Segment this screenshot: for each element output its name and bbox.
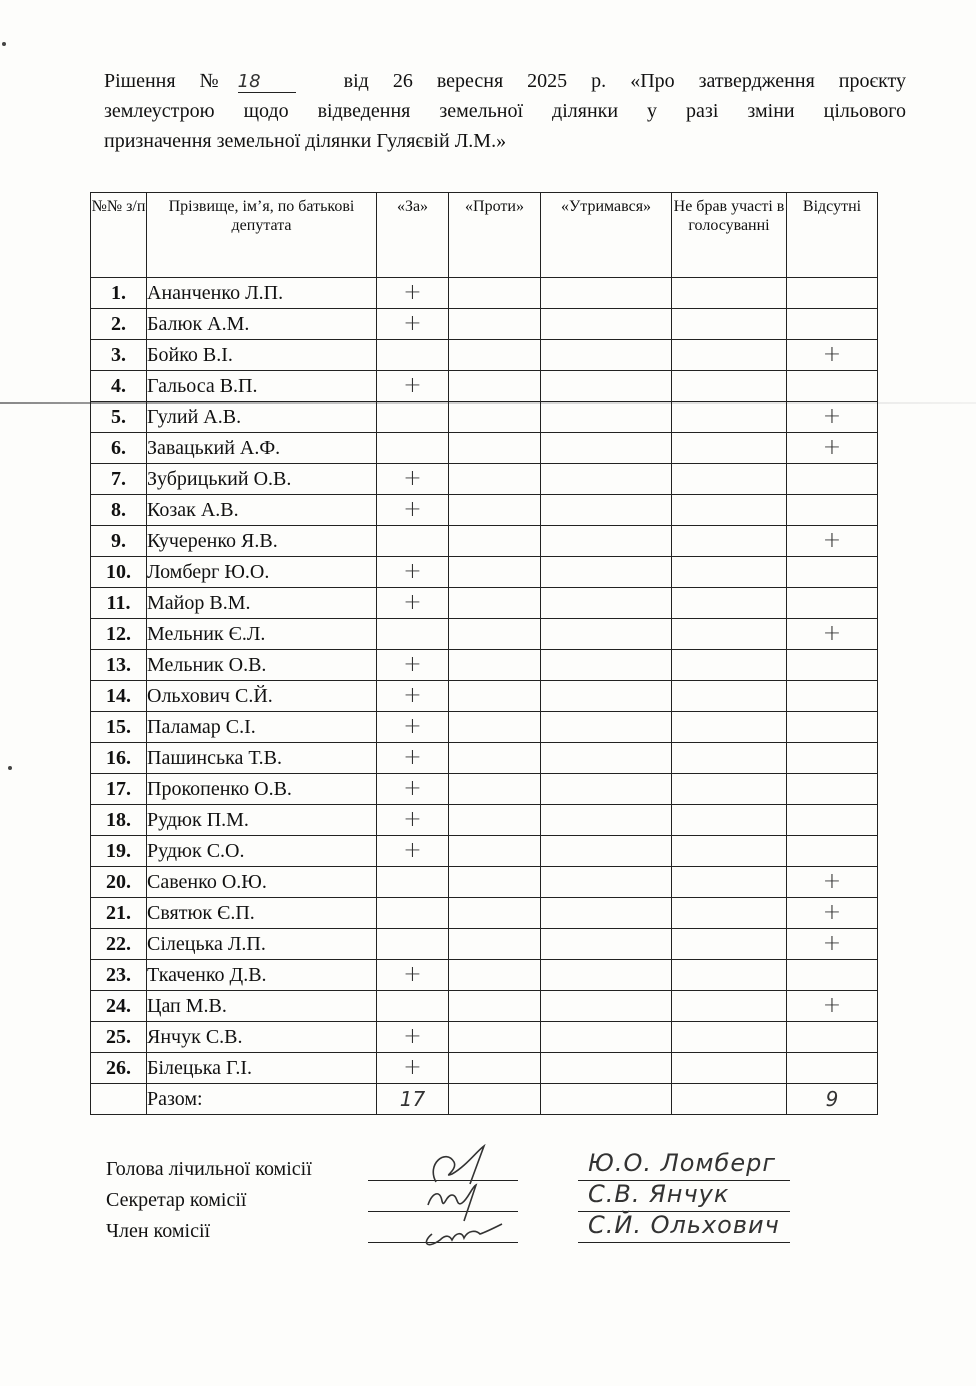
deputy-name: Мельник О.В.: [147, 650, 377, 681]
row-number: 7.: [91, 464, 147, 495]
row-number: 23.: [91, 960, 147, 991]
table-row: [91, 1022, 878, 1053]
cell-abstain: [541, 1053, 672, 1084]
cell-abstain: [541, 495, 672, 526]
cell-absent: [787, 557, 878, 588]
cell-abstain: [541, 929, 672, 960]
cell-not-voted: [672, 464, 787, 495]
header-abstain: «Утримався»: [541, 193, 672, 278]
vote-mark: +: [403, 589, 422, 615]
cell-against: [449, 929, 541, 960]
row-number: 19.: [91, 836, 147, 867]
printed-name-secretary: С.В. Янчук: [588, 1180, 730, 1208]
cell-for: [377, 681, 449, 712]
role-member: Член комісії: [106, 1220, 211, 1242]
deputy-name: Святюк Є.П.: [147, 898, 377, 929]
cell-not-voted: [672, 1053, 787, 1084]
cell-not-voted: [672, 650, 787, 681]
cell-absent: [787, 278, 878, 309]
vote-mark: +: [822, 992, 842, 1018]
cell-absent: [787, 929, 878, 960]
row-number: 3.: [91, 340, 147, 371]
decision-number: 18: [238, 72, 296, 93]
cell-not-voted: [672, 619, 787, 650]
total-for: 17: [377, 1084, 449, 1115]
cell-absent: [787, 743, 878, 774]
row-number: 13.: [91, 650, 147, 681]
decision-title: [104, 66, 906, 156]
cell-against: [449, 402, 541, 433]
cell-absent: [787, 588, 878, 619]
row-number: 22.: [91, 929, 147, 960]
deputy-name: Янчук С.В.: [147, 1022, 377, 1053]
signature-line: [578, 1242, 790, 1243]
cell-for: [377, 774, 449, 805]
cell-abstain: [541, 836, 672, 867]
vote-mark: +: [403, 372, 422, 398]
cell-against: [449, 836, 541, 867]
cell-abstain: [541, 371, 672, 402]
cell-abstain: [541, 898, 672, 929]
cell-for: [377, 743, 449, 774]
vote-mark: +: [403, 310, 422, 336]
cell-absent: [787, 960, 878, 991]
row-number: 4.: [91, 371, 147, 402]
table-row: [91, 557, 878, 588]
cell-absent: [787, 495, 878, 526]
table-row: [91, 836, 878, 867]
deputy-name: Майор В.М.: [147, 588, 377, 619]
cell-against: [449, 433, 541, 464]
cell-for: [377, 1022, 449, 1053]
cell-abstain: [541, 526, 672, 557]
deputy-name: Сілецька Л.П.: [147, 929, 377, 960]
table-row: [91, 278, 878, 309]
deputy-name: Рудюк С.О.: [147, 836, 377, 867]
cell-abstain: [541, 681, 672, 712]
deputy-name: Пашинська Т.В.: [147, 743, 377, 774]
cell-not-voted: [672, 836, 787, 867]
vote-mark: +: [403, 806, 422, 832]
cell-against: [449, 1022, 541, 1053]
deputy-name: Гулий А.В.: [147, 402, 377, 433]
voting-table: [90, 192, 878, 1115]
vote-mark: +: [822, 434, 842, 460]
vote-mark: +: [403, 713, 422, 739]
cell-not-voted: [672, 774, 787, 805]
cell-for: [377, 805, 449, 836]
cell-for: [377, 433, 449, 464]
cell-not-voted: [672, 402, 787, 433]
cell-against: [449, 712, 541, 743]
deputy-name: Гальоса В.П.: [147, 371, 377, 402]
table-row: [91, 340, 878, 371]
vote-mark: +: [403, 961, 422, 987]
cell-for: [377, 619, 449, 650]
header-against: «Проти»: [449, 193, 541, 278]
cell-for: [377, 588, 449, 619]
cell-not-voted: [672, 588, 787, 619]
cell-against: [449, 681, 541, 712]
cell-not-voted: [672, 743, 787, 774]
cell-not-voted: [672, 960, 787, 991]
cell-for: [377, 309, 449, 340]
vote-mark: +: [403, 465, 422, 491]
cell-abstain: [541, 991, 672, 1022]
table-row: [91, 898, 878, 929]
cell-for: [377, 650, 449, 681]
row-number: 2.: [91, 309, 147, 340]
row-number: 16.: [91, 743, 147, 774]
title-line-1: Рішення №18 від 26 вересня 2025 р. «Про затвердження проєкту: [104, 70, 906, 92]
cell-absent: [787, 712, 878, 743]
vote-mark: +: [822, 899, 842, 925]
cell-for: [377, 712, 449, 743]
cell-abstain: [541, 402, 672, 433]
deputy-name: Рудюк П.М.: [147, 805, 377, 836]
cell-abstain: [541, 278, 672, 309]
cell-absent: [787, 1022, 878, 1053]
row-number: 21.: [91, 898, 147, 929]
cell-not-voted: [672, 805, 787, 836]
cell-absent: [787, 464, 878, 495]
cell-absent: [787, 402, 878, 433]
cell-for: [377, 278, 449, 309]
role-secretary: Секретар комісії: [106, 1189, 247, 1211]
cell-abstain: [541, 309, 672, 340]
deputy-name: Кучеренко Я.В.: [147, 526, 377, 557]
cell-not-voted: [672, 526, 787, 557]
row-number: 5.: [91, 402, 147, 433]
deputy-name: Мельник Є.Л.: [147, 619, 377, 650]
deputy-name: Бойко В.І.: [147, 340, 377, 371]
cell-abstain: [541, 960, 672, 991]
cell-abstain: [541, 867, 672, 898]
row-number: 18.: [91, 805, 147, 836]
cell-abstain: [541, 805, 672, 836]
cell-absent: [787, 371, 878, 402]
deputy-name: Ткаченко Д.В.: [147, 960, 377, 991]
cell-against: [449, 526, 541, 557]
cell-against: [449, 371, 541, 402]
row-number: 26.: [91, 1053, 147, 1084]
row-number: 15.: [91, 712, 147, 743]
deputy-name: Балюк А.М.: [147, 309, 377, 340]
cell-against: [449, 650, 541, 681]
role-chair: Голова лічильної комісії: [106, 1158, 312, 1180]
table-row: [91, 619, 878, 650]
table-row: [91, 588, 878, 619]
total-against: [449, 1084, 541, 1115]
total-abstain: [541, 1084, 672, 1115]
cell-absent: [787, 898, 878, 929]
row-number: 20.: [91, 867, 147, 898]
deputy-name: Козак А.В.: [147, 495, 377, 526]
table-row: [91, 371, 878, 402]
cell-abstain: [541, 557, 672, 588]
vote-mark: +: [403, 744, 422, 770]
total-label: Разом:: [147, 1084, 377, 1115]
row-number: 12.: [91, 619, 147, 650]
total-absent: 9: [787, 1084, 878, 1115]
cell-absent: [787, 526, 878, 557]
table-header: [91, 193, 878, 278]
vote-mark: +: [403, 682, 422, 708]
row-number: 17.: [91, 774, 147, 805]
table-row: [91, 309, 878, 340]
cell-against: [449, 960, 541, 991]
header-name: Прізвище, ім’я, по батькові депутата: [147, 193, 377, 278]
cell-absent: [787, 867, 878, 898]
table-row: [91, 774, 878, 805]
cell-for: [377, 557, 449, 588]
table-row: [91, 991, 878, 1022]
cell-not-voted: [672, 371, 787, 402]
cell-for: [377, 464, 449, 495]
cell-not-voted: [672, 929, 787, 960]
table-row: [91, 433, 878, 464]
title-line-3: призначення земельної ділянки Гуляєвій Л.М.»: [104, 130, 507, 152]
vote-mark: +: [822, 868, 842, 894]
vote-mark: +: [822, 527, 842, 553]
table-row: [91, 402, 878, 433]
vote-mark: +: [822, 620, 842, 646]
cell-absent: [787, 681, 878, 712]
deputy-name: Ольхович С.Й.: [147, 681, 377, 712]
cell-not-voted: [672, 712, 787, 743]
cell-abstain: [541, 650, 672, 681]
printed-name-chair: Ю.О. Ломберг: [588, 1149, 776, 1177]
vote-mark: +: [822, 930, 842, 956]
cell-abstain: [541, 774, 672, 805]
cell-against: [449, 774, 541, 805]
cell-against: [449, 743, 541, 774]
cell-abstain: [541, 619, 672, 650]
cell-for: [377, 836, 449, 867]
deputy-name: Зубрицький О.В.: [147, 464, 377, 495]
cell-for: [377, 495, 449, 526]
title-line-2: землеустрою щодо відведення земельної ділянки у разі зміни цільового: [104, 100, 906, 122]
cell-not-voted: [672, 898, 787, 929]
cell-abstain: [541, 340, 672, 371]
cell-against: [449, 805, 541, 836]
cell-against: [449, 495, 541, 526]
deputy-name: Паламар С.І.: [147, 712, 377, 743]
cell-not-voted: [672, 1022, 787, 1053]
cell-absent: [787, 1053, 878, 1084]
table-row: [91, 929, 878, 960]
cell-abstain: [541, 743, 672, 774]
vote-mark: +: [403, 775, 422, 801]
cell-against: [449, 557, 541, 588]
cell-against: [449, 278, 541, 309]
cell-for: [377, 991, 449, 1022]
cell-not-voted: [672, 433, 787, 464]
cell-against: [449, 619, 541, 650]
cell-absent: [787, 774, 878, 805]
cell-not-voted: [672, 557, 787, 588]
row-number: 10.: [91, 557, 147, 588]
cell-for: [377, 929, 449, 960]
table-row: [91, 805, 878, 836]
header-number: №№ з/п: [91, 193, 147, 278]
cell-abstain: [541, 1022, 672, 1053]
row-number: 8.: [91, 495, 147, 526]
cell-against: [449, 588, 541, 619]
printed-name-member: С.Й. Ольхович: [588, 1211, 780, 1239]
header-for: «За»: [377, 193, 449, 278]
cell-abstain: [541, 588, 672, 619]
cell-for: [377, 340, 449, 371]
header-absent: Відсутні: [787, 193, 878, 278]
table-row: [91, 743, 878, 774]
vote-mark: +: [822, 341, 842, 367]
row-number: 11.: [91, 588, 147, 619]
header-not-voted: Не брав участі в голосуванні: [672, 193, 787, 278]
total-empty-cell: [91, 1084, 147, 1115]
cell-for: [377, 960, 449, 991]
cell-abstain: [541, 464, 672, 495]
table-row: [91, 681, 878, 712]
cell-against: [449, 991, 541, 1022]
table-row: [91, 960, 878, 991]
cell-abstain: [541, 712, 672, 743]
cell-against: [449, 340, 541, 371]
deputy-name: Ананченко Л.П.: [147, 278, 377, 309]
cell-not-voted: [672, 681, 787, 712]
table-row: [91, 712, 878, 743]
total-row: [91, 1084, 878, 1115]
row-number: 14.: [91, 681, 147, 712]
cell-for: [377, 371, 449, 402]
deputy-name: Завацький А.Ф.: [147, 433, 377, 464]
deputy-name: Цап М.В.: [147, 991, 377, 1022]
vote-mark: +: [822, 403, 842, 429]
deputy-name: Савенко О.Ю.: [147, 867, 377, 898]
cell-absent: [787, 619, 878, 650]
table-row: [91, 1053, 878, 1084]
cell-absent: [787, 650, 878, 681]
vote-mark: +: [403, 1023, 422, 1049]
vote-mark: +: [403, 1054, 422, 1080]
cell-for: [377, 402, 449, 433]
cell-absent: [787, 805, 878, 836]
cell-against: [449, 898, 541, 929]
cell-for: [377, 898, 449, 929]
table-row: [91, 867, 878, 898]
cell-absent: [787, 340, 878, 371]
cell-against: [449, 867, 541, 898]
row-number: 9.: [91, 526, 147, 557]
vote-mark: +: [403, 279, 422, 305]
cell-for: [377, 867, 449, 898]
cell-not-voted: [672, 340, 787, 371]
row-number: 6.: [91, 433, 147, 464]
table-row: [91, 495, 878, 526]
vote-mark: +: [403, 496, 422, 522]
cell-against: [449, 464, 541, 495]
table-row: [91, 650, 878, 681]
cell-for: [377, 526, 449, 557]
cell-for: [377, 1053, 449, 1084]
cell-absent: [787, 991, 878, 1022]
vote-mark: +: [403, 837, 422, 863]
deputy-name: Прокопенко О.В.: [147, 774, 377, 805]
cell-not-voted: [672, 495, 787, 526]
cell-not-voted: [672, 991, 787, 1022]
table-row: [91, 526, 878, 557]
scan-speck: [2, 42, 6, 46]
row-number: 25.: [91, 1022, 147, 1053]
vote-mark: +: [403, 558, 422, 584]
vote-mark: +: [403, 651, 422, 677]
deputy-name: Ломберг Ю.О.: [147, 557, 377, 588]
cell-abstain: [541, 433, 672, 464]
scan-speck: [8, 766, 12, 770]
handwritten-signature-icon: [406, 1206, 516, 1256]
deputy-name: Білецька Г.І.: [147, 1053, 377, 1084]
cell-not-voted: [672, 309, 787, 340]
row-number: 24.: [91, 991, 147, 1022]
table-row: [91, 464, 878, 495]
row-number: 1.: [91, 278, 147, 309]
cell-not-voted: [672, 278, 787, 309]
total-not-voted: [672, 1084, 787, 1115]
cell-against: [449, 1053, 541, 1084]
cell-absent: [787, 309, 878, 340]
cell-against: [449, 309, 541, 340]
cell-not-voted: [672, 867, 787, 898]
cell-absent: [787, 836, 878, 867]
cell-absent: [787, 433, 878, 464]
